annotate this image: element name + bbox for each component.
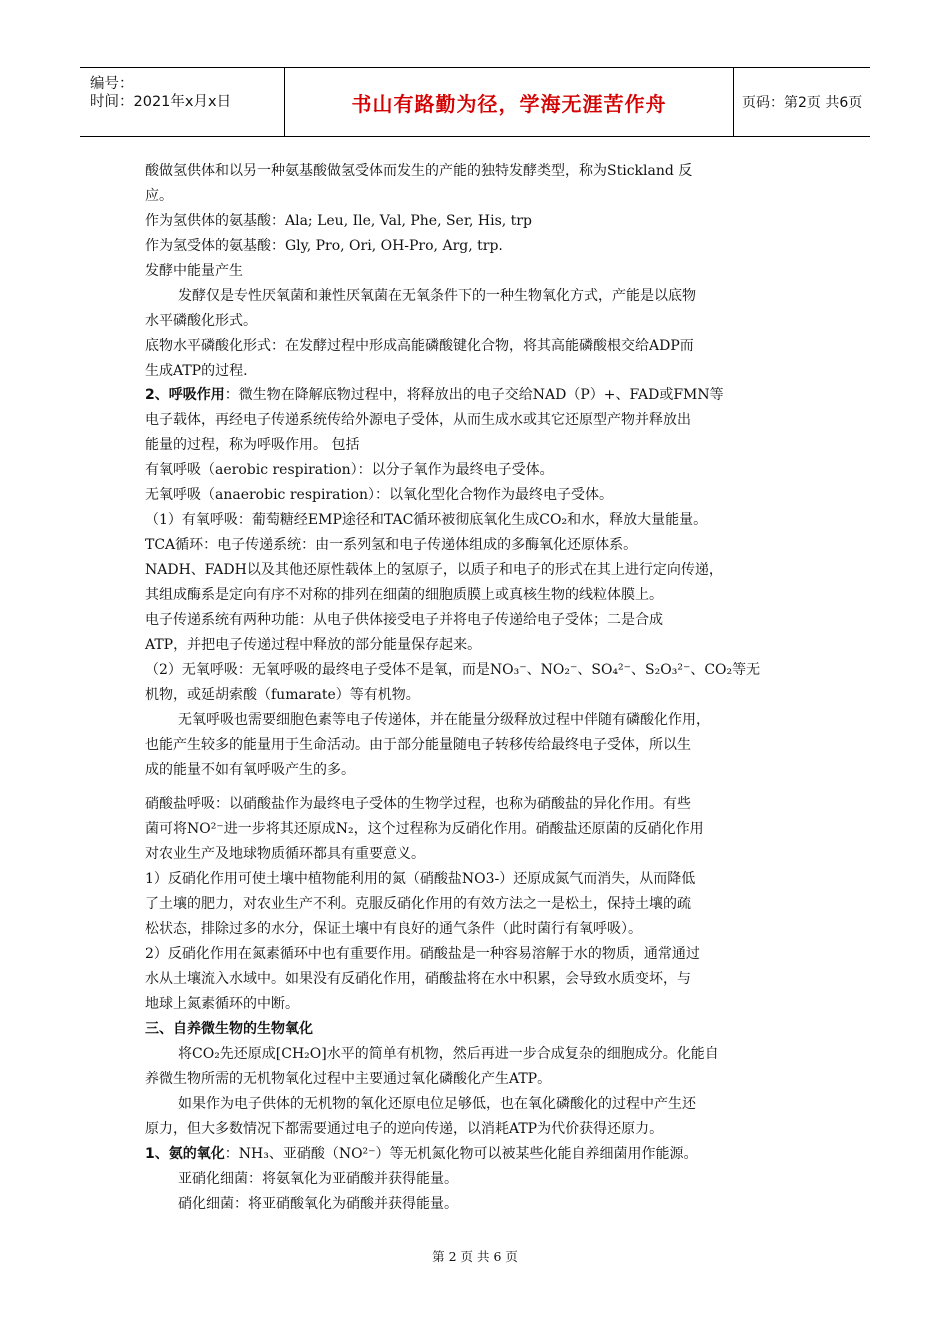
text-line: 菌可将NO²⁻进一步将其还原成N₂，这个过程称为反硝化作用。硝酸盐还原菌的反硝化作用: [145, 821, 704, 837]
header-meta-cell: [80, 68, 285, 136]
text-line: 能量的过程，称为呼吸作用。 包括: [145, 437, 360, 453]
text-line: 了土壤的肥力，对农业生产不利。克服反硝化作用的有效方法之一是松土，保持土壤的疏: [145, 896, 691, 912]
text-line: （1）有氧呼吸：葡萄糖经EMP途径和TAC循环被彻底氧化生成CO₂和水，释放大量能量。: [145, 512, 708, 528]
text-line: 如果作为电子供体的无机物的氧化还原电位足够低，也在氧化磷酸化的过程中产生还: [178, 1096, 696, 1112]
text-line: 硝酸盐呼吸：以硝酸盐作为最终电子受体的生物学过程，也称为硝酸盐的异化作用。有些: [145, 796, 691, 812]
section-heading: 1、氨的氧化: [145, 1146, 225, 1162]
text-line: 发酵仅是专性厌氧菌和兼性厌氧菌在无氧条件下的一种生物氧化方式，产能是以底物: [178, 288, 696, 304]
page-footer: 第 2 页 共 6 页: [432, 1249, 518, 1264]
page-header: [80, 67, 870, 137]
text-line: 机物，或延胡索酸（fumarate）等有机物。: [145, 687, 420, 703]
text-line: 作为氢供体的氨基酸：Ala; Leu, Ile, Val, Phe, Ser, His, trp: [145, 213, 532, 229]
text-line: 硝化细菌：将亚硝酸氧化为硝酸并获得能量。: [178, 1196, 458, 1212]
text-line: [145, 1145, 698, 1163]
text-line: 底物水平磷酸化形式：在发酵过程中形成高能磷酸键化合物，将其高能磷酸根交给ADP而: [145, 338, 694, 354]
document-time-label: 时间：2021年x月x日: [90, 94, 232, 110]
text-line: 电子传递系统有两种功能：从电子供体接受电子并将电子传递给电子受体；二是合成: [145, 612, 663, 628]
text-line: 作为氢受体的氨基酸：Gly, Pro, Ori, OH-Pro, Arg, trp.: [145, 238, 503, 254]
text-line: 生成ATP的过程.: [145, 363, 248, 379]
text-span: ：NH₃、亚硝酸（NO²⁻）等无机氮化物可以被某些化能自养细菌用作能源。: [224, 1146, 698, 1162]
text-line: 水平磷酸化形式。: [145, 313, 257, 329]
text-line: 亚硝化细菌：将氨氧化为亚硝酸并获得能量。: [178, 1171, 458, 1187]
text-line: 原力，但大多数情况下都需要通过电子的逆向传递，以消耗ATP为代价获得还原力。: [145, 1121, 664, 1137]
header-motto: 书山有路勤为径，学海无涯苦作舟: [285, 68, 734, 136]
text-line: 养微生物所需的无机物氧化过程中主要通过氧化磷酸化产生ATP。: [145, 1071, 552, 1087]
text-line: 酸做氢供体和以另一种氨基酸做氢受体而发生的产能的独特发酵类型，称为Stickland 反: [145, 163, 693, 179]
header-page-info: 页码：第2页 共6页: [742, 95, 863, 111]
text-line: 电子载体，再经电子传递系统传给外源电子受体，从而生成水或其它还原型产物并释放出: [145, 412, 691, 428]
text-line: 成的能量不如有氧呼吸产生的多。: [145, 762, 355, 778]
text-line: 将CO₂先还原成[CH₂O]水平的简单有机物，然后再进一步合成复杂的细胞成分。化能自: [178, 1046, 719, 1062]
text-line: 1）反硝化作用可使土壤中植物能利用的氮（硝酸盐NO3-）还原成氮气而消失，从而降低: [145, 871, 696, 887]
text-span: ：微生物在降解底物过程中，将释放出的电子交给NAD（P）+、FAD或FMN等: [224, 387, 724, 403]
text-line: 应。: [145, 188, 173, 204]
document-number-label: 编号：: [90, 76, 134, 92]
text-line: 对农业生产及地球物质循环都具有重要意义。: [145, 846, 425, 862]
text-line: （2）无氧呼吸：无氧呼吸的最终电子受体不是氧，而是NO₃⁻、NO₂⁻、SO₄²⁻、S₂O₃²⁻、CO₂等无: [145, 662, 761, 678]
text-line: 松状态，排除过多的水分，保证土壤中有良好的通气条件（此时菌行有氧呼吸）。: [145, 921, 642, 937]
text-line: 有氧呼吸（aerobic respiration）：以分子氧作为最终电子受体。: [145, 462, 554, 478]
section-heading: 2、呼吸作用: [145, 387, 225, 403]
text-line: [145, 386, 724, 404]
section-heading: 三、自养微生物的生物氧化: [145, 1021, 313, 1037]
text-line: 无氧呼吸也需要细胞色素等电子传递体，并在能量分级释放过程中伴随有磷酸化作用，: [178, 712, 710, 728]
text-line: 其组成酶系是定向有序不对称的排列在细菌的细胞质膜上或真核生物的线粒体膜上。: [145, 587, 663, 603]
text-line: TCA循环：电子传递系统：由一系列氢和电子传递体组成的多酶氧化还原体系。: [145, 537, 638, 553]
text-line: 无氧呼吸（anaerobic respiration）：以氧化型化合物作为最终电子受体。: [145, 487, 614, 503]
text-line: 2）反硝化作用在氮素循环中也有重要作用。硝酸盐是一种容易溶解于水的物质，通常通过: [145, 946, 700, 962]
text-line: ATP，并把电子传递过程中释放的部分能量保存起来。: [145, 637, 482, 653]
text-line: 地球上氮素循环的中断。: [145, 996, 299, 1012]
text-line: 也能产生较多的能量用于生命活动。由于部分能量随电子转移传给最终电子受体，所以生: [145, 737, 691, 753]
text-line: 水从土壤流入水域中。如果没有反硝化作用，硝酸盐将在水中积累，会导致水质变坏，与: [145, 971, 691, 987]
text-line: NADH、FADH以及其他还原性载体上的氢原子，以质子和电子的形式在其上进行定向传递，: [145, 562, 723, 578]
text-line: 发酵中能量产生: [145, 263, 243, 279]
